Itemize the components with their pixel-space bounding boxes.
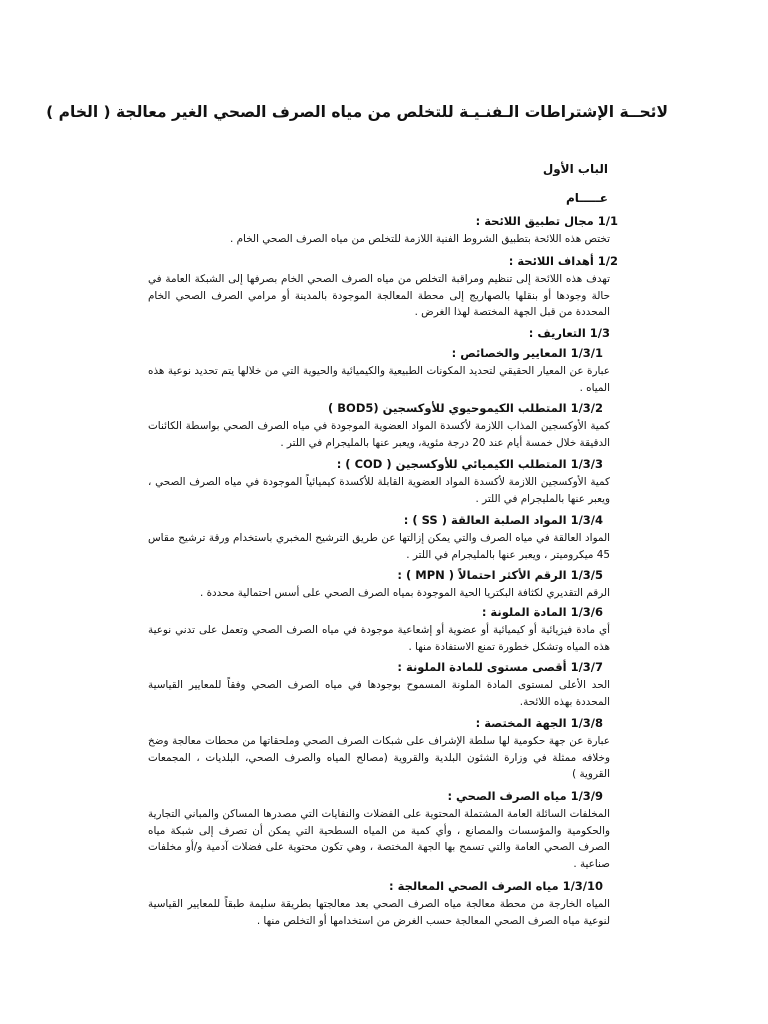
section-heading: 1/1 مجال تطبيق اللائحة :	[475, 214, 618, 228]
section-body: تهدف هذه اللائحة إلى تنظيم ومراقبة التخلص من مياه الصرف الصحي الخام بصرفها إلى الشبكة العامة في حالة وجودها أو بنقلها بالصهاريج إلى محطة المعالجة الموجودة بالمدينة أو مرامي الصرف الصحي الخام المحددة من قبل الجهة المختصة لهذا الغرض .	[148, 273, 610, 319]
document-title: لائحــة الإشتراطات الـفنـيـة للتخلص من مياه الصرف الصحي الغير معالجة ( الخام )	[46, 103, 668, 121]
section-1-3-8	[148, 715, 618, 783]
general-heading: عـــــام	[565, 191, 608, 205]
section-heading: 1/3 التعاريف :	[528, 326, 610, 340]
section-1-3-1	[148, 345, 618, 396]
chapter-heading: الباب الأول	[542, 162, 608, 176]
section-heading: 1/3/10 مياه الصرف الصحي المعالجة :	[389, 879, 603, 893]
section-heading: 1/3/8 الجهة المختصة :	[475, 716, 603, 730]
section-1-3	[140, 325, 610, 341]
section-heading: 1/3/1 المعايير والخصائص :	[451, 346, 603, 360]
section-1-3-3	[148, 456, 618, 507]
section-body: عبارة عن المعيار الحقيقي لتحديد المكونات الطبيعية والكيميائية والحيوية التي من خلالها يتم تحديد نوعية هذه المياه .	[148, 365, 610, 394]
section-heading: 1/3/6 المادة الملونة :	[481, 605, 603, 619]
section-1-1	[148, 213, 618, 248]
section-heading: 1/3/7 أقصى مستوى للمادة الملونة :	[397, 660, 603, 674]
section-1-3-4	[148, 512, 618, 563]
section-heading: 1/3/3 المتطلب الكيميائي للأوكسجين ( COD ) :	[336, 457, 603, 471]
section-body: الحد الأعلى لمستوى المادة الملونة المسموح بوجودها في مياه الصرف الصحي وفقاً للمعايير القياسية المحددة بهذه اللائحة.	[148, 679, 610, 708]
section-body: المياه الخارجة من محطة معالجة مياه الصرف الصحي بعد معالجتها بطريقة سليمة طبقاً للمعايير القياسية لنوعية مياه الصرف الصحي المعالجة حسب الغرض من استخدامها أو التخلص منها .	[148, 898, 610, 927]
section-heading: 1/3/4 المواد الصلبة العالقة ( SS ) :	[403, 513, 603, 527]
section-1-3-5	[148, 567, 618, 602]
section-heading: 1/2 أهداف اللائحة :	[508, 254, 618, 268]
section-body: المواد العالقة في مياه الصرف والتي يمكن إزالتها عن طريق الترشيح المخبري باستخدام ورقة ترشيح مقاس 45 ميكروميتر ، ويعبر عنها بالمليجرام في اللتر .	[148, 532, 610, 561]
section-1-3-6	[148, 604, 618, 655]
section-1-3-7	[148, 659, 618, 710]
section-body: كمية الأوكسجين المذاب اللازمة لأكسدة المواد العضوية الموجودة في مياه الصرف الصحي بواسطة الكائنات الدقيقة خلال خمسة أيام عند 20 درجة مئوية، ويعبر عنها بالمليجرام في اللتر .	[148, 420, 610, 449]
section-heading: 1/3/2 المتطلب الكيموحيوي للأوكسجين (BOD5 )	[328, 401, 603, 415]
section-1-3-2	[148, 400, 618, 451]
section-heading: 1/3/5 الرقم الأكثر احتمالاً ( MPN ) :	[397, 568, 603, 582]
section-body: الرقم التقديري لكثافة البكتريا الحية الموجودة بمياه الصرف الصحي على أسس احتمالية محددة .	[200, 587, 610, 599]
section-body: تختص هذه اللائحة بتطبيق الشروط الفنية اللازمة للتخلص من مياه الصرف الصحي الخام .	[230, 233, 610, 245]
section-heading: 1/3/9 مياه الصرف الصحي :	[447, 789, 603, 803]
section-body: كمية الأوكسجين اللازمة لأكسدة المواد العضوية القابلة للأكسدة كيميائياً الموجودة في مياه الصرف الصحي ، ويعبر عنها بالمليجرام في اللتر .	[148, 476, 610, 505]
section-body: عبارة عن جهة حكومية لها سلطة الإشراف على شبكات الصرف الصحي وملحقاتها من محطات معالجة وضخ وخلافه ممثلة في وزارة الشئون البلدية والقروية (مصالح المياه والصرف الصحي، البلديات ، المجمعات القروية )	[148, 735, 610, 781]
section-1-3-10	[148, 878, 618, 929]
section-body: أي مادة فيزيائية أو كيميائية أو عضوية أو إشعاعية موجودة في مياه الصرف الصحي وتعمل على تدني نوعية هذه المياه وتشكل خطورة تمنع الاستفادة منها .	[148, 624, 610, 653]
section-1-2	[148, 253, 618, 321]
section-1-3-9	[148, 788, 618, 872]
section-body: المخلفات السائلة العامة المشتملة المحتوية على الفضلات والنفايات التي مصدرها المساكن والمباني التجارية والحكومية والمؤسسات والمصانع ، وأي كمية من المياه السطحية التي يمكن أن تصرف إلى شبكة مياه الصرف الصحي العامة والتي تسمح بها الجهة المختصة ، وهي تكون محتوية على فضلات آدمية و/أو مخلفات صناعية .	[148, 808, 610, 870]
